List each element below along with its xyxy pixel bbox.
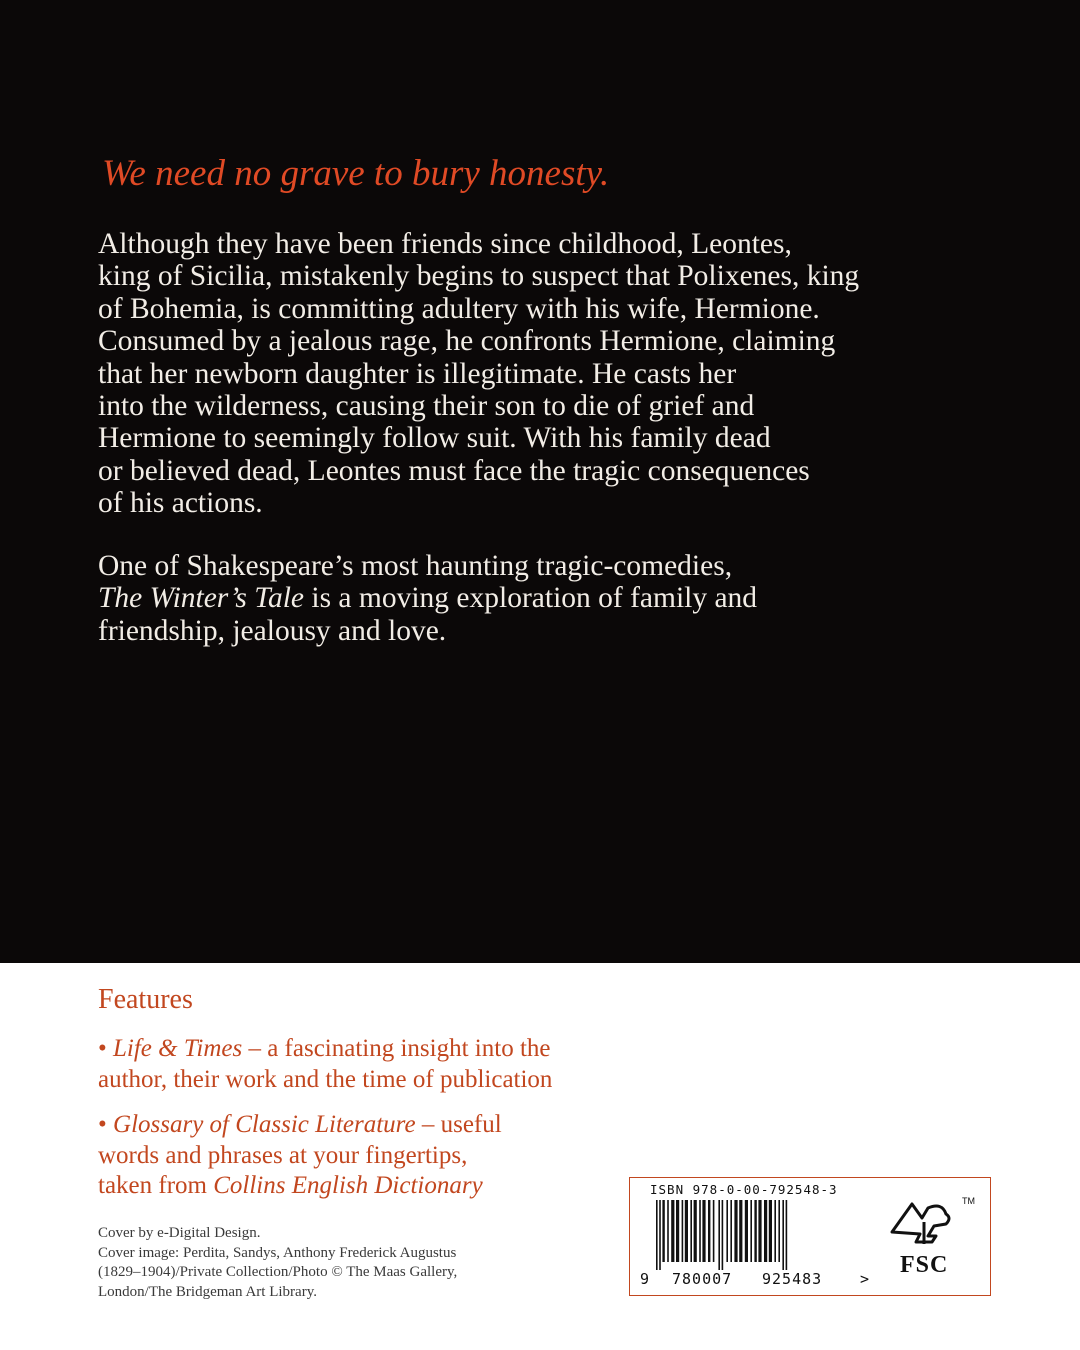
blurb-line: of Bohemia, is committing adultery with his wife, Hermione. bbox=[98, 292, 820, 325]
blurb-line: into the wilderness, causing their son to die of grief and bbox=[98, 390, 755, 423]
barcode-bar bbox=[750, 1200, 752, 1262]
barcode-digit-lead: 9 bbox=[640, 1270, 650, 1288]
isbn-label: ISBN 978-0-00-792548-3 bbox=[650, 1182, 838, 1197]
blurb-line bbox=[98, 582, 998, 614]
barcode-bar bbox=[682, 1200, 684, 1262]
feature-line bbox=[98, 1171, 718, 1202]
barcode-bar bbox=[758, 1200, 761, 1262]
credit-line: (1829–1904)/Private Collection/Photo © The Maas Gallery, bbox=[98, 1264, 458, 1280]
feature-line bbox=[98, 1034, 718, 1065]
blurb-paragraph-1 bbox=[98, 228, 998, 520]
barcode-bar bbox=[745, 1200, 748, 1262]
bullet-icon: • bbox=[98, 1111, 114, 1138]
blurb-line: that her newborn daughter is illegitimate. He casts her bbox=[98, 357, 737, 390]
barcode-bar bbox=[690, 1200, 692, 1262]
bullet-icon: • bbox=[98, 1035, 114, 1062]
feature-text: taken from bbox=[98, 1172, 214, 1199]
barcode-bar bbox=[659, 1200, 661, 1270]
credit-line: Cover by e-Digital Design. bbox=[98, 1225, 261, 1241]
isbn-barcode-box bbox=[629, 1177, 991, 1296]
blurb-line: friendship, jealousy and love. bbox=[98, 614, 447, 647]
feature-title: Glossary of Classic Literature bbox=[113, 1111, 416, 1138]
blurb-line: Although they have been friends since childhood, Leontes, bbox=[98, 228, 792, 260]
feature-item-glossary bbox=[98, 1110, 718, 1202]
barcode-bar bbox=[769, 1200, 772, 1262]
book-title: The Winter’s Tale bbox=[98, 582, 304, 615]
barcode-bar bbox=[699, 1200, 701, 1262]
blurb-line: of his actions. bbox=[98, 487, 263, 520]
feature-item-life-times bbox=[98, 1034, 718, 1095]
feature-text: – a fascinating insight into the bbox=[242, 1035, 551, 1062]
feature-title: Life & Times bbox=[113, 1035, 243, 1062]
barcode-bar bbox=[778, 1200, 780, 1262]
barcode-bar bbox=[786, 1200, 788, 1270]
feature-line: author, their work and the time of publication bbox=[98, 1065, 553, 1093]
barcode-bar bbox=[656, 1200, 658, 1270]
feature-text: – useful bbox=[415, 1111, 502, 1138]
blurb-line: Hermione to seemingly follow suit. With his family dead bbox=[98, 422, 771, 455]
blurb-paragraph-2 bbox=[98, 550, 998, 647]
barcode-bar bbox=[726, 1200, 728, 1262]
fsc-label: FSC bbox=[900, 1252, 949, 1278]
barcode-bar bbox=[676, 1200, 679, 1262]
barcode-digits-right: 925483 bbox=[762, 1270, 823, 1288]
barcode-bar bbox=[774, 1200, 776, 1262]
barcode-bar bbox=[708, 1200, 710, 1262]
dictionary-title: Collins English Dictionary bbox=[213, 1172, 483, 1199]
blurb-line-rest: is a moving exploration of family and bbox=[304, 582, 758, 615]
barcode-bar bbox=[739, 1200, 742, 1262]
barcode-bar bbox=[734, 1200, 737, 1262]
blurb-line: or believed dead, Leontes must face the tragic consequences bbox=[98, 454, 810, 487]
barcode-bar bbox=[685, 1200, 688, 1262]
barcode-bar bbox=[713, 1200, 715, 1262]
cover-credits bbox=[98, 1224, 618, 1302]
feature-line bbox=[98, 1110, 718, 1141]
barcode-bar bbox=[671, 1200, 674, 1262]
blurb-line: One of Shakespeare’s most haunting tragic-comedies, bbox=[98, 550, 733, 582]
barcode-bar bbox=[662, 1200, 664, 1262]
feature-line: words and phrases at your fingertips, bbox=[98, 1141, 468, 1169]
fsc-tree-icon bbox=[884, 1192, 964, 1252]
barcode-bar bbox=[754, 1200, 756, 1262]
barcode-bar bbox=[702, 1200, 705, 1262]
blurb-line: king of Sicilia, mistakenly begins to suspect that Polixenes, king bbox=[98, 260, 860, 293]
barcode-bar bbox=[782, 1200, 784, 1270]
barcode-icon bbox=[638, 1198, 878, 1290]
fsc-logo bbox=[880, 1192, 984, 1288]
credit-line: London/The Bridgeman Art Library. bbox=[98, 1283, 317, 1300]
barcode-bar bbox=[722, 1200, 724, 1270]
barcode-bar bbox=[694, 1200, 697, 1262]
barcode-bar bbox=[730, 1200, 732, 1262]
barcode-arrow: > bbox=[860, 1270, 870, 1288]
barcode-bar bbox=[718, 1200, 720, 1270]
barcode-bar bbox=[667, 1200, 669, 1262]
features-heading: Features bbox=[98, 984, 193, 1015]
credit-line: Cover image: Perdita, Sandys, Anthony Frederick Augustus bbox=[98, 1244, 457, 1261]
tagline-quote: We need no grave to bury honesty. bbox=[102, 153, 610, 194]
blurb-line: Consumed by a jealous rage, he confronts Hermione, claiming bbox=[98, 325, 836, 358]
barcode-digits-left: 780007 bbox=[672, 1270, 733, 1288]
fsc-trademark: TM bbox=[962, 1196, 975, 1206]
barcode-bar bbox=[764, 1200, 767, 1262]
